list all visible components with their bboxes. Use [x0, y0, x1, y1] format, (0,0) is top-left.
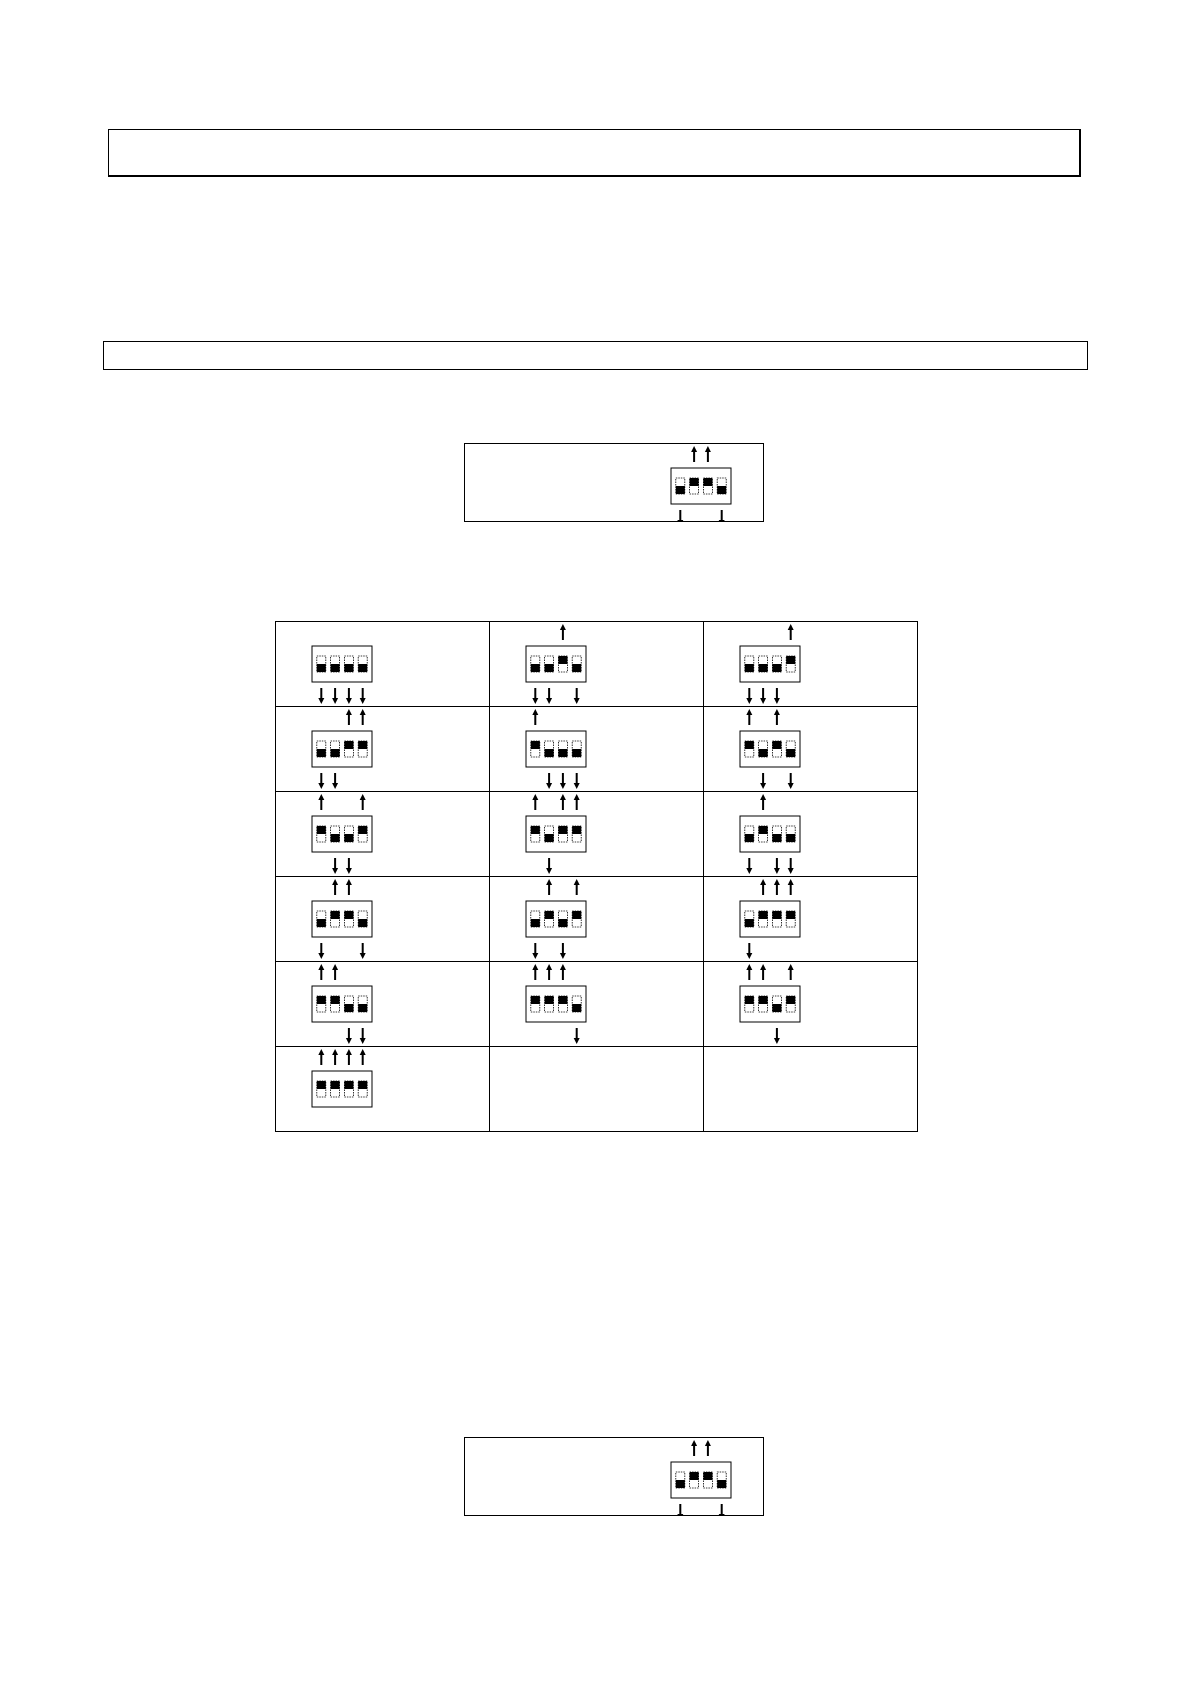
switch-lever [572, 826, 581, 834]
switch-lever [344, 741, 353, 749]
switch-lever [786, 749, 795, 757]
down-arrow-icon [774, 698, 780, 704]
up-arrow-icon [318, 964, 324, 970]
down-arrow-icon [360, 953, 366, 959]
switch-lever [331, 911, 340, 919]
dip-switch-diagram [704, 707, 916, 790]
switch-lever [358, 664, 367, 672]
table-cell [704, 877, 918, 962]
switch-lever [531, 664, 540, 672]
switch-lever [745, 919, 754, 927]
switch-lever [358, 1081, 367, 1089]
section-header-box [103, 341, 1088, 370]
down-arrow-icon [332, 783, 338, 789]
down-arrow-icon [774, 1038, 780, 1044]
table-cell [704, 962, 918, 1047]
switch-lever [676, 486, 685, 494]
dip-switch [312, 709, 372, 789]
table-cell [704, 1047, 918, 1132]
switch-lever [545, 911, 554, 919]
up-arrow-icon [532, 964, 538, 970]
dip-switch-diagram [276, 707, 488, 790]
up-arrow-icon [574, 879, 580, 885]
up-arrow-icon [760, 879, 766, 885]
down-arrow-icon [346, 1038, 352, 1044]
down-arrow-icon [332, 868, 338, 874]
switch-lever [759, 664, 768, 672]
table-cell [490, 792, 704, 877]
down-arrow-icon [788, 868, 794, 874]
switch-lever [317, 749, 326, 757]
dip-switch-diagram [490, 962, 702, 1045]
table-cell [704, 792, 918, 877]
up-arrow-icon [560, 624, 566, 630]
down-arrow-icon [719, 520, 725, 521]
switch-lever [317, 664, 326, 672]
down-arrow-icon [719, 1514, 725, 1515]
switch-lever [772, 1004, 781, 1012]
up-arrow-icon [546, 964, 552, 970]
switch-lever [545, 996, 554, 1004]
up-arrow-icon [760, 964, 766, 970]
table-row [276, 707, 918, 792]
switch-lever [331, 664, 340, 672]
switch-lever [786, 656, 795, 664]
switch-lever [759, 996, 768, 1004]
down-arrow-icon [746, 698, 752, 704]
down-arrow-icon [574, 698, 580, 704]
dip-switch-diagram [490, 792, 702, 875]
up-arrow-icon [360, 794, 366, 800]
switch-lever [331, 1081, 340, 1089]
switch-lever [759, 826, 768, 834]
switch-lever [690, 1472, 699, 1480]
dip-switch [312, 964, 372, 1044]
dip-switch [312, 879, 372, 959]
switch-lever [358, 826, 367, 834]
dip-switch [740, 879, 800, 959]
dip-switch-settings-table [275, 621, 918, 1132]
dip-switch [526, 964, 586, 1044]
switch-lever [317, 826, 326, 834]
down-arrow-icon [546, 868, 552, 874]
dip-switch-diagram [704, 792, 916, 875]
dip-switch [671, 1440, 731, 1515]
switch-lever [772, 664, 781, 672]
table-row [276, 1047, 918, 1132]
switch-lever [717, 486, 726, 494]
switch-lever [358, 919, 367, 927]
up-arrow-icon [532, 794, 538, 800]
dip-switch-reference-diagram [464, 443, 764, 522]
down-arrow-icon [546, 698, 552, 704]
switch-lever [558, 826, 567, 834]
switch-lever [358, 1004, 367, 1012]
switch-lever [344, 911, 353, 919]
switch-lever [558, 996, 567, 1004]
dip-switch-diagram [276, 622, 488, 705]
down-arrow-icon [532, 953, 538, 959]
switch-lever [344, 1004, 353, 1012]
switch-lever [531, 996, 540, 1004]
table-row [276, 962, 918, 1047]
up-arrow-icon [560, 964, 566, 970]
switch-lever [331, 996, 340, 1004]
dip-switch-diagram [276, 792, 488, 875]
dip-switch-diagram [704, 877, 916, 960]
switch-lever [331, 749, 340, 757]
up-arrow-icon [318, 1049, 324, 1055]
dip-switch [740, 964, 800, 1044]
switch-lever [786, 834, 795, 842]
down-arrow-icon [560, 783, 566, 789]
down-arrow-icon [760, 783, 766, 789]
up-arrow-icon [691, 446, 697, 452]
up-arrow-icon [574, 794, 580, 800]
switch-lever [344, 1081, 353, 1089]
dip-switch-diagram [276, 877, 488, 960]
switch-lever [545, 749, 554, 757]
dip-switch-diagram [490, 622, 702, 705]
switch-lever [676, 1480, 685, 1488]
switch-lever [572, 911, 581, 919]
up-arrow-icon [346, 1049, 352, 1055]
down-arrow-icon [318, 953, 324, 959]
table-cell [490, 962, 704, 1047]
switch-lever [558, 749, 567, 757]
up-arrow-icon [788, 879, 794, 885]
down-arrow-icon [360, 1038, 366, 1044]
up-arrow-icon [691, 1440, 697, 1446]
dip-switch [671, 446, 731, 521]
table-cell [276, 962, 490, 1047]
switch-lever [317, 1081, 326, 1089]
table-cell [490, 877, 704, 962]
down-arrow-icon [774, 868, 780, 874]
down-arrow-icon [760, 698, 766, 704]
switch-lever [786, 911, 795, 919]
table-row [276, 877, 918, 962]
down-arrow-icon [318, 783, 324, 789]
up-arrow-icon [774, 879, 780, 885]
down-arrow-icon [788, 783, 794, 789]
dip-switch [312, 646, 372, 704]
down-arrow-icon [746, 868, 752, 874]
dip-switch-diagram [276, 1047, 488, 1130]
table-cell [276, 792, 490, 877]
dip-switch-diagram [465, 444, 763, 521]
up-arrow-icon [560, 794, 566, 800]
switch-lever [759, 911, 768, 919]
table-cell [704, 622, 918, 707]
switch-lever [690, 478, 699, 486]
switch-lever [745, 741, 754, 749]
switch-lever [772, 834, 781, 842]
down-arrow-icon [546, 783, 552, 789]
dip-switch [312, 794, 372, 874]
switch-lever [745, 996, 754, 1004]
up-arrow-icon [788, 624, 794, 630]
switch-lever [759, 749, 768, 757]
switch-lever [531, 919, 540, 927]
dip-switch-diagram [490, 877, 702, 960]
switch-lever [786, 996, 795, 1004]
switch-lever [558, 919, 567, 927]
switch-lever [558, 656, 567, 664]
up-arrow-icon [746, 964, 752, 970]
switch-lever [545, 664, 554, 672]
down-arrow-icon [318, 698, 324, 704]
down-arrow-icon [574, 783, 580, 789]
switch-lever [545, 834, 554, 842]
down-arrow-icon [360, 698, 366, 704]
up-arrow-icon [360, 1049, 366, 1055]
switch-lever [531, 826, 540, 834]
switch-lever [745, 834, 754, 842]
switch-lever [317, 919, 326, 927]
up-arrow-icon [346, 879, 352, 885]
up-arrow-icon [746, 709, 752, 715]
dip-switch-diagram [490, 707, 702, 790]
up-arrow-icon [360, 709, 366, 715]
switch-lever [344, 834, 353, 842]
switch-lever [717, 1480, 726, 1488]
down-arrow-icon [677, 520, 683, 521]
up-arrow-icon [788, 964, 794, 970]
table-cell [490, 622, 704, 707]
up-arrow-icon [332, 964, 338, 970]
dip-switch [312, 1049, 372, 1107]
switch-lever [703, 1472, 712, 1480]
up-arrow-icon [532, 709, 538, 715]
dip-switch [740, 624, 800, 704]
up-arrow-icon [318, 794, 324, 800]
dip-switch [740, 709, 800, 789]
table-row [276, 792, 918, 877]
switch-lever [572, 1004, 581, 1012]
table-cell [704, 707, 918, 792]
dip-switch [526, 879, 586, 959]
table-cell [276, 1047, 490, 1132]
dip-switch-diagram [465, 1438, 763, 1515]
switch-lever [772, 741, 781, 749]
up-arrow-icon [332, 879, 338, 885]
down-arrow-icon [532, 698, 538, 704]
up-arrow-icon [705, 446, 711, 452]
table-cell [276, 622, 490, 707]
down-arrow-icon [746, 953, 752, 959]
switch-lever [703, 478, 712, 486]
dip-switch-reference-diagram-bottom [464, 1437, 764, 1516]
dip-switch [526, 709, 586, 789]
switch-lever [344, 664, 353, 672]
down-arrow-icon [560, 953, 566, 959]
table-cell [490, 707, 704, 792]
down-arrow-icon [332, 698, 338, 704]
dip-switch [526, 624, 586, 704]
table-cell [490, 1047, 704, 1132]
down-arrow-icon [574, 1038, 580, 1044]
dip-switch [526, 794, 586, 874]
switch-lever [331, 834, 340, 842]
switch-lever [317, 996, 326, 1004]
up-arrow-icon [705, 1440, 711, 1446]
switch-lever [531, 741, 540, 749]
up-arrow-icon [546, 879, 552, 885]
dip-switch-diagram [276, 962, 488, 1045]
switch-lever [572, 749, 581, 757]
title-box [108, 129, 1081, 177]
down-arrow-icon [346, 698, 352, 704]
up-arrow-icon [346, 709, 352, 715]
up-arrow-icon [760, 794, 766, 800]
switch-lever [772, 911, 781, 919]
dip-switch [740, 794, 800, 874]
down-arrow-icon [346, 868, 352, 874]
dip-switch-diagram [704, 962, 916, 1045]
up-arrow-icon [774, 709, 780, 715]
switch-lever [572, 664, 581, 672]
up-arrow-icon [332, 1049, 338, 1055]
down-arrow-icon [677, 1514, 683, 1515]
table-row [276, 622, 918, 707]
switch-lever [745, 664, 754, 672]
switch-lever [358, 741, 367, 749]
table-cell [276, 877, 490, 962]
table-cell [276, 707, 490, 792]
dip-switch-diagram [704, 622, 916, 705]
